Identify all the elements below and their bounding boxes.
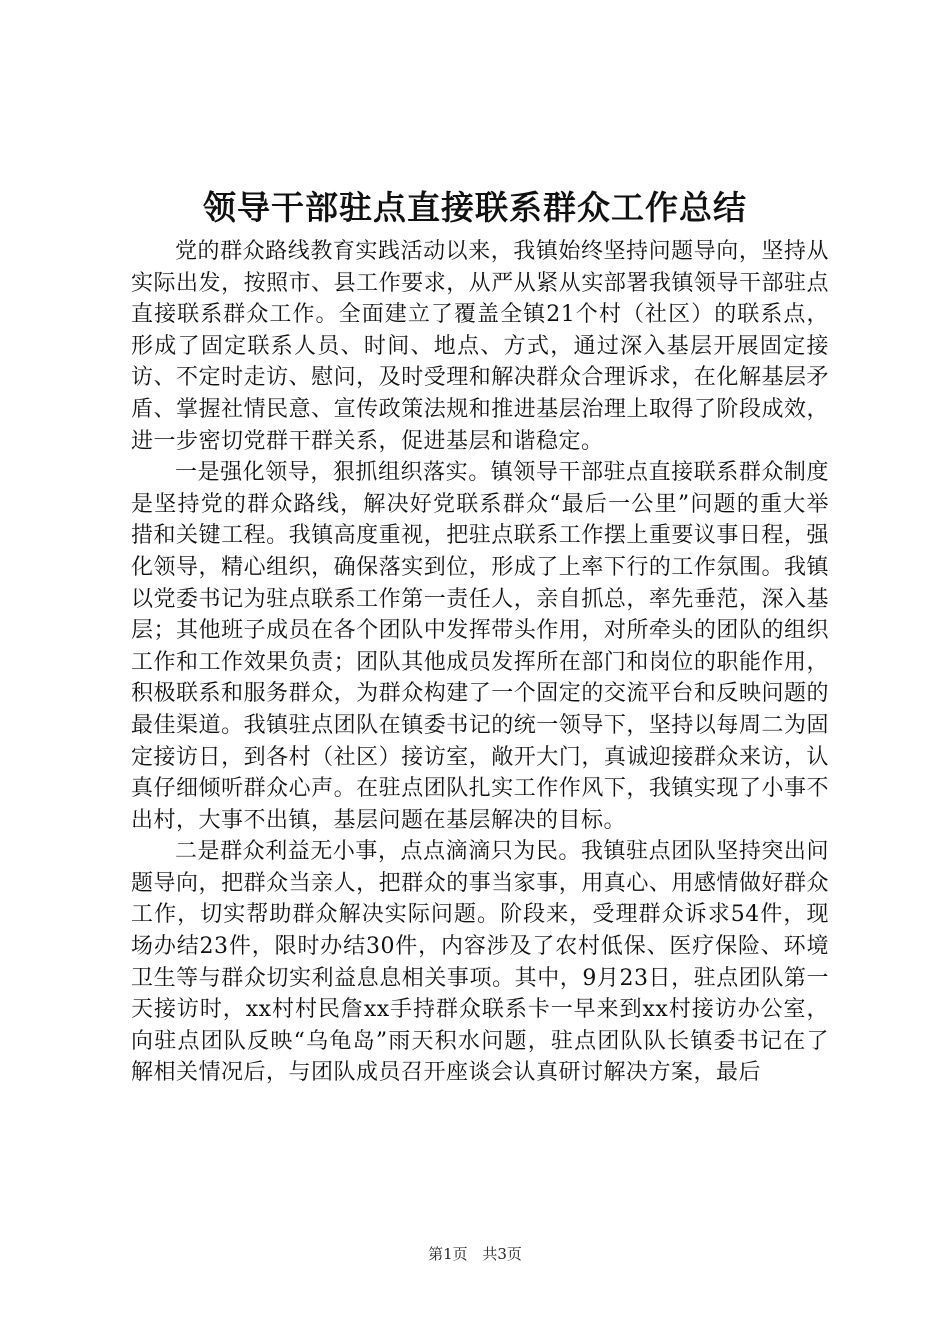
page-number: 第1页 [428,1245,468,1263]
page-total: 共3页 [482,1245,522,1263]
page-footer [0,1244,950,1264]
document-body [131,236,829,1089]
document-title: 领导干部驻点直接联系群众工作总结 [203,188,747,227]
paragraph-intro: 党的群众路线教育实践活动以来，我镇始终坚持问题导向，坚持从实际出发，按照市、县工作要求，从严从紧从实部署我镇领导干部驻点直接联系群众工作。全面建立了覆盖全镇21个村（社区）的联系点，形成了固定联系人员、时间、地点、方式，通过深入基层开展固定接访、不定时走访、慰问，及时受理和解决群众合理诉求，在化解基层矛盾、掌握社情民意、宣传政策法规和推进基层治理上取得了阶段成效，进一步密切党群干群关系，促进基层和谐稳定。 [131,239,829,454]
paragraph-public-interest: 二是群众利益无小事，点点滴滴只为民。我镇驻点团队坚持突出问题导向，把群众当亲人，把群众的事当家事，用真心、用感情做好群众工作，切实帮助群众解决实际问题。阶段来，受理群众诉求54件，现场办结23件，限时办结30件，内容涉及了农村低保、医疗保险、环境卫生等与群众切实利益息息相关事项。其中，9月23日，驻点团队第一天接访时，xx村村民詹xx手持群众联系卡一早来到xx村接访办公室，向驻点团队反映“乌龟岛”雨天积水问题，驻点团队队长镇委书记在了解相关情况后，与团队成员召开座谈会认真研讨解决方案，最后 [131,839,829,1086]
paragraph-leadership: 一是强化领导，狠抓组织落实。镇领导干部驻点直接联系群众制度是坚持党的群众路线，解决好党联系群众“最后一公里”问题的重大举措和关键工程。我镇高度重视，把驻点联系工作摆上重要议事日程，强化领导，精心组织，确保落实到位，形成了上率下行的工作氛围。我镇以党委书记为驻点联系工作第一责任人，亲自抓总，率先垂范，深入基层；其他班子成员在各个团队中发挥带头作用，对所牵头的团队的组织工作和工作效果负责；团队其他成员发挥所在部门和岗位的职能作用，积极联系和服务群众，为群众构建了一个固定的交流平台和反映问题的最佳渠道。我镇驻点团队在镇委书记的统一领导下，坚持以每周二为固定接访日，到各村（社区）接访室，敞开大门，真诚迎接群众来访，认真仔细倾听群众心声。在驻点团队扎实工作作风下，我镇实现了小事不出村，大事不出镇，基层问题在基层解决的目标。 [131,460,829,833]
